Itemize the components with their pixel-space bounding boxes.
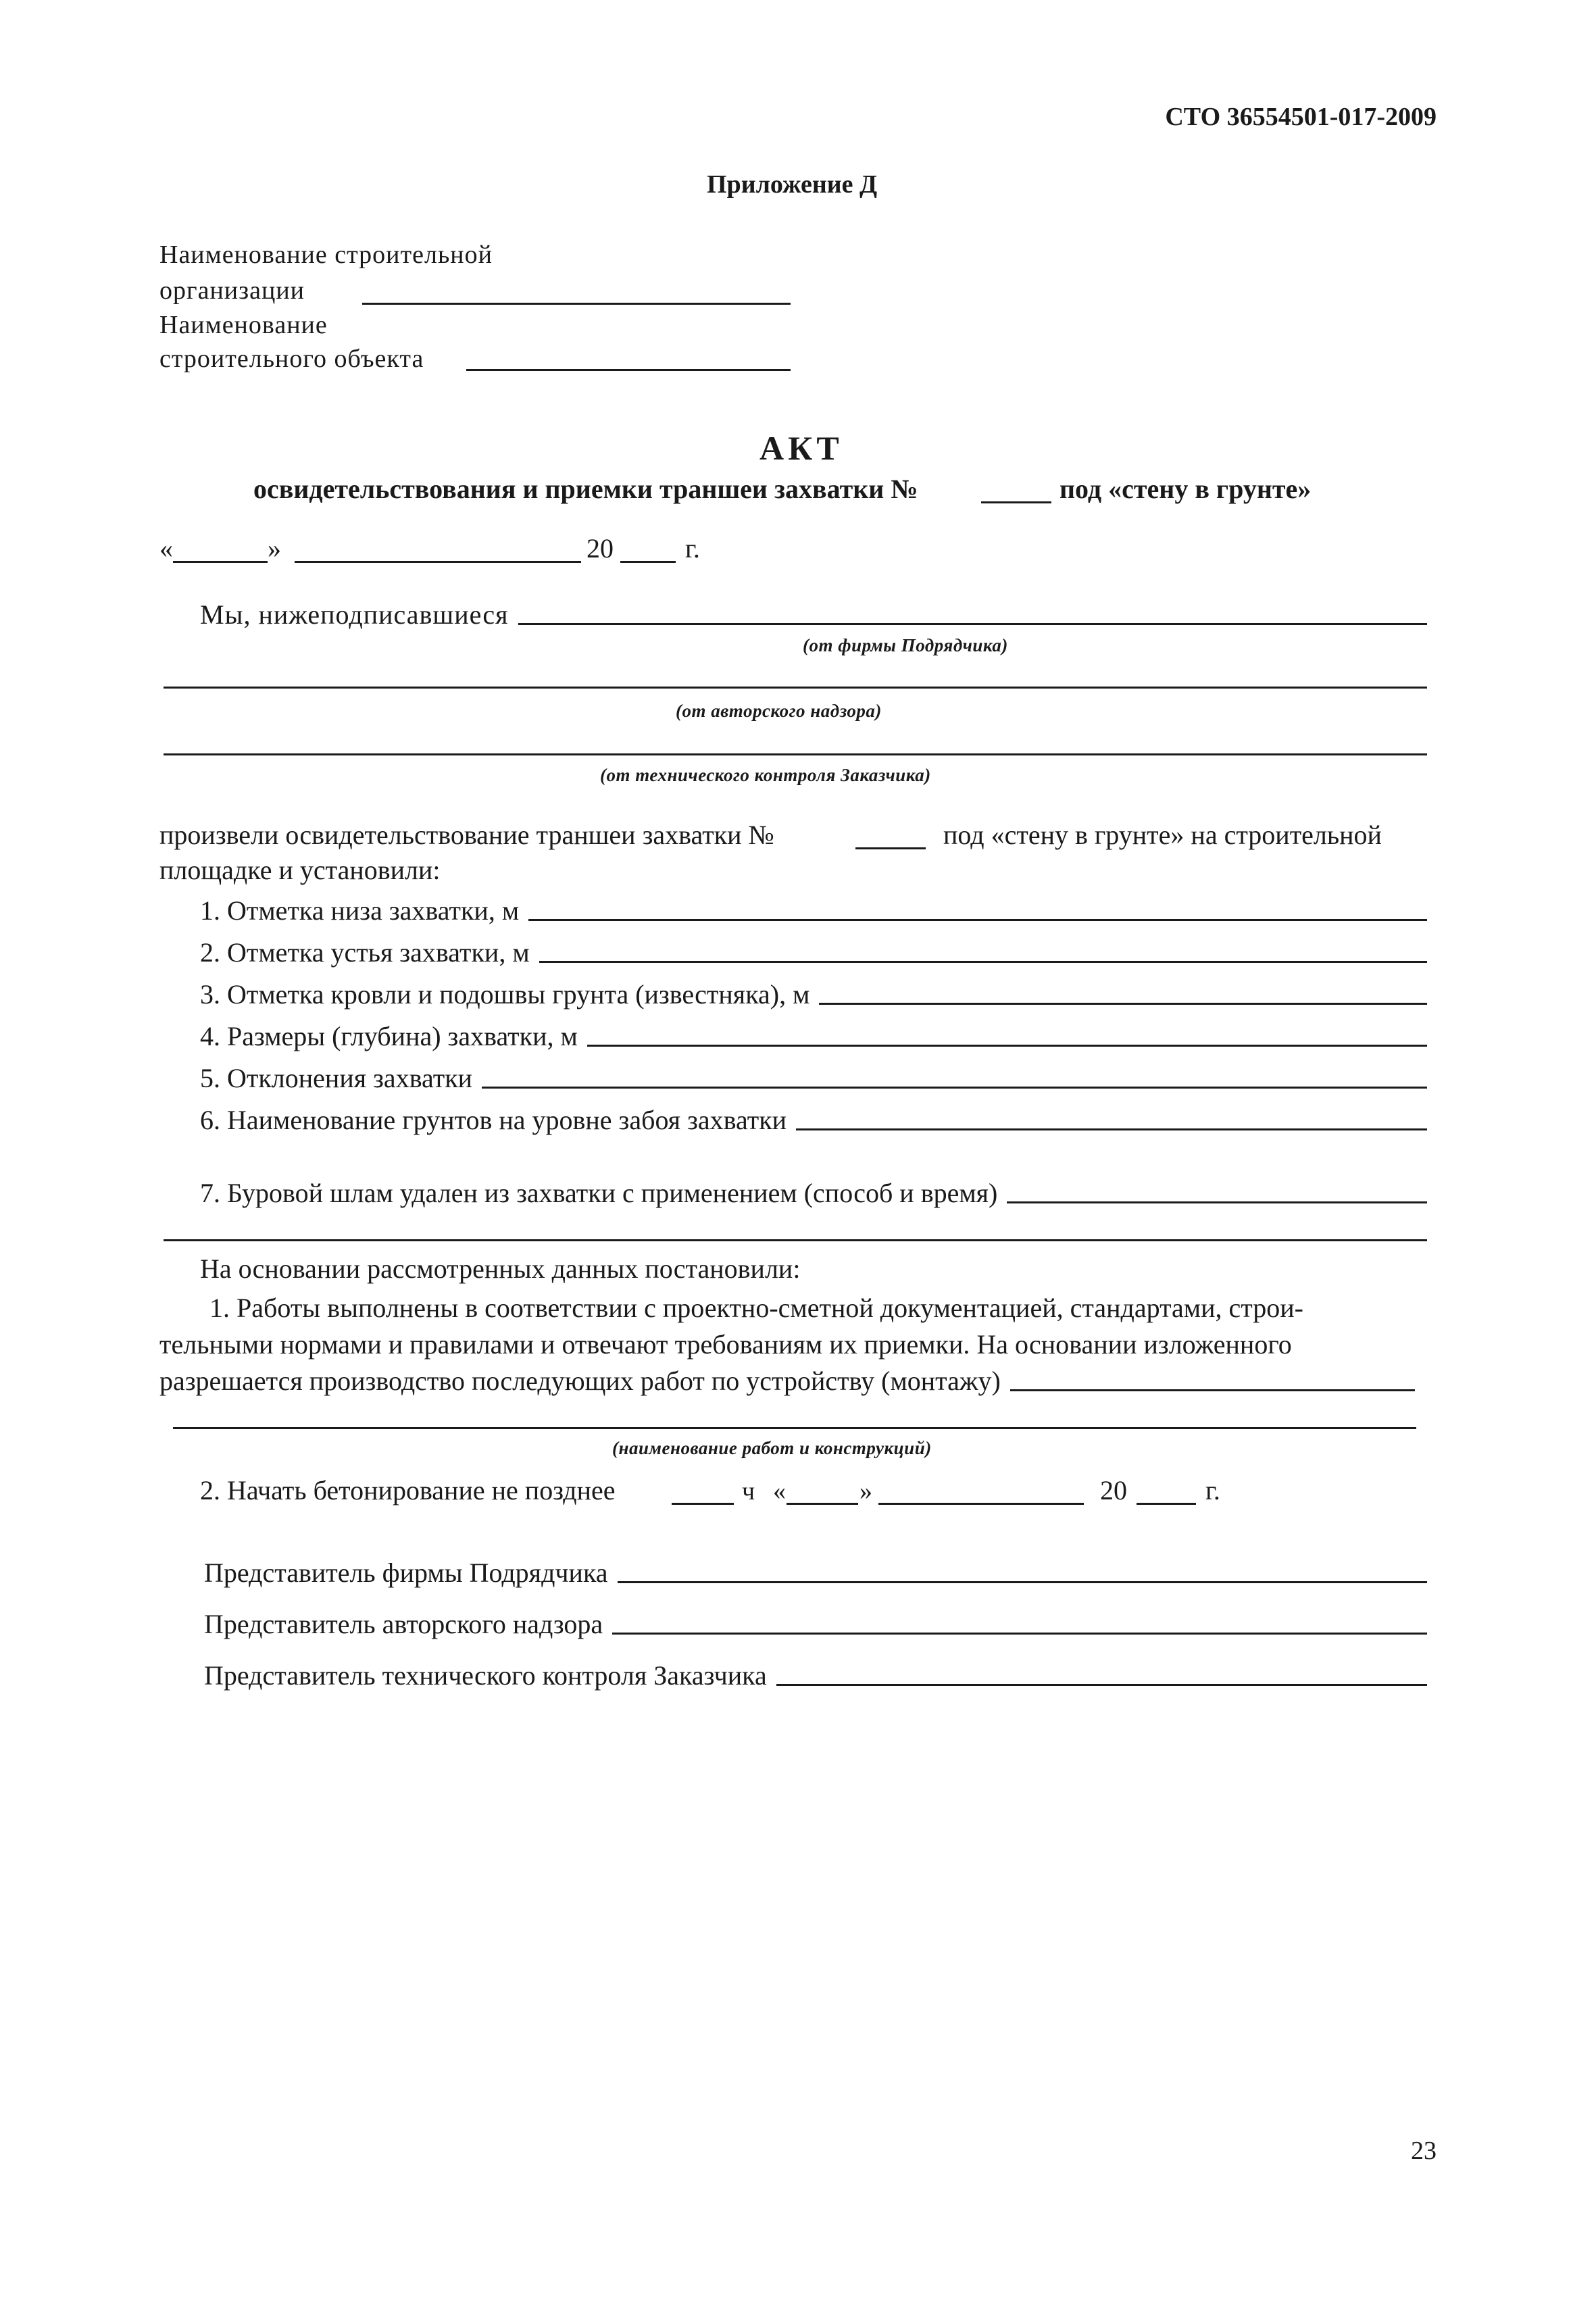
item-soil-names <box>200 1104 1427 1137</box>
caption-contractor: (от фирмы Подрядчика) <box>803 635 1008 655</box>
document-code: СТО 36554501-017-2009 <box>1165 103 1437 131</box>
caption-customer-control: (от технического контроля Заказчика) <box>600 765 931 785</box>
subsequent-works-field[interactable] <box>1010 1389 1415 1391</box>
signature-contractor <box>204 1557 1427 1589</box>
signature-customer-control-label: Представитель технического контроля Заказчика <box>204 1660 767 1691</box>
act-subtitle-part2: под «стену в грунте» <box>1059 474 1312 504</box>
item-deviations-label: 5. Отклонения захватки <box>200 1063 473 1093</box>
item-bottom-mark-label: 1. Отметка низа захватки, м <box>200 895 520 926</box>
item-sludge-removal-field-continued[interactable] <box>164 1239 1427 1241</box>
subsequent-works-field-continued[interactable] <box>173 1427 1416 1429</box>
item-bottom-mark <box>200 895 1427 927</box>
item-soil-marks <box>200 978 1427 1011</box>
page-number: 23 <box>1411 2137 1437 2165</box>
contractor-name-field[interactable] <box>518 623 1427 625</box>
signature-contractor-label: Представитель фирмы Подрядчика <box>204 1558 608 1588</box>
customer-control-field[interactable] <box>164 753 1427 755</box>
item-soil-marks-field[interactable] <box>819 1003 1427 1005</box>
signature-customer-control-field[interactable] <box>776 1684 1427 1686</box>
date-close-quote: » <box>268 533 281 564</box>
item-sludge-removal-field[interactable] <box>1007 1201 1427 1203</box>
concreting-year-prefix: 20 <box>1100 1475 1127 1505</box>
org-name-label-line1: Наименование строительной <box>159 241 493 269</box>
concreting-day-field[interactable] <box>787 1503 858 1505</box>
caption-author-supervision: (от авторского надзора) <box>676 701 882 721</box>
item-sludge-removal <box>200 1177 1427 1210</box>
date-year-field[interactable] <box>620 561 676 563</box>
date-day-field[interactable] <box>173 561 268 563</box>
org-name-label-line2: организации <box>159 276 305 305</box>
object-name-label-line2: строительного объекта <box>159 345 424 373</box>
appendix-title: Приложение Д <box>707 170 878 199</box>
act-subtitle-part1: освидетельствования и приемки траншеи захватки № <box>253 474 918 504</box>
decision-intro: На основании рассмотренных данных постановили: <box>200 1253 801 1284</box>
item-soil-marks-label: 3. Отметка кровли и подошвы грунта (известняка), м <box>200 979 810 1010</box>
item-dimensions <box>200 1020 1427 1053</box>
item-mouth-mark-label: 2. Отметка устья захватки, м <box>200 937 530 968</box>
concreting-year-field[interactable] <box>1137 1503 1196 1505</box>
item-sludge-removal-label: 7. Буровой шлам удален из захватки с применением (способ и время) <box>200 1178 998 1208</box>
decision-1-line3-text: разрешается производство последующих работ по устройству (монтажу) <box>159 1366 1001 1396</box>
item-dimensions-field[interactable] <box>587 1045 1427 1047</box>
item-bottom-mark-field[interactable] <box>528 919 1427 921</box>
decision-2-text: 2. Начать бетонирование не позднее <box>200 1475 616 1505</box>
date-open-quote: « <box>159 533 173 564</box>
date-year-prefix: 20 <box>587 533 614 564</box>
concreting-hour-unit: ч <box>742 1477 755 1505</box>
date-year-suffix: г. <box>685 533 700 564</box>
decision-1-line2: тельными нормами и правилами и отвечают требованиям их приемки. На основании изложенного <box>159 1329 1292 1360</box>
signature-contractor-field[interactable] <box>618 1581 1427 1583</box>
signatories-intro: Мы, нижеподписавшиеся <box>200 599 509 630</box>
signature-author-supervision <box>204 1608 1427 1641</box>
decision-1-line1: 1. Работы выполнены в соответствии с проектно-сметной документацией, стандартами, строи- <box>209 1293 1303 1323</box>
decision-1-line3 <box>159 1365 1415 1397</box>
body-text-part3: площадке и установили: <box>159 855 441 885</box>
item-deviations-field[interactable] <box>482 1087 1427 1089</box>
concreting-month-field[interactable] <box>878 1503 1084 1505</box>
org-name-field[interactable] <box>362 303 791 305</box>
date-month-field[interactable] <box>295 561 581 563</box>
author-supervision-field[interactable] <box>164 687 1427 689</box>
item-soil-names-field[interactable] <box>796 1128 1427 1130</box>
body-text-part2: под «стену в грунте» на строительной <box>943 820 1382 850</box>
concreting-hour-field[interactable] <box>672 1503 734 1505</box>
caption-works: (наименование работ и конструкций) <box>612 1438 932 1458</box>
concreting-close-quote: » <box>859 1477 872 1505</box>
section-number-field[interactable] <box>981 501 1051 503</box>
item-mouth-mark-field[interactable] <box>539 961 1427 963</box>
act-title: АКТ <box>759 429 843 467</box>
body-text-part1: произвели освидетельствование траншеи захватки № <box>159 820 774 850</box>
signature-author-supervision-field[interactable] <box>612 1633 1427 1635</box>
item-mouth-mark <box>200 937 1427 969</box>
body-section-number-field[interactable] <box>855 847 926 849</box>
signatories-row <box>200 599 1427 631</box>
object-name-field[interactable] <box>466 369 791 371</box>
item-soil-names-label: 6. Наименование грунтов на уровне забоя захватки <box>200 1105 787 1135</box>
concreting-open-quote: « <box>773 1477 786 1505</box>
item-deviations <box>200 1062 1427 1095</box>
item-dimensions-label: 4. Размеры (глубина) захватки, м <box>200 1021 578 1051</box>
signature-customer-control <box>204 1660 1427 1692</box>
concreting-year-suffix: г. <box>1205 1475 1220 1505</box>
signature-author-supervision-label: Представитель авторского надзора <box>204 1609 603 1639</box>
object-name-label-line1: Наименование <box>159 311 328 339</box>
